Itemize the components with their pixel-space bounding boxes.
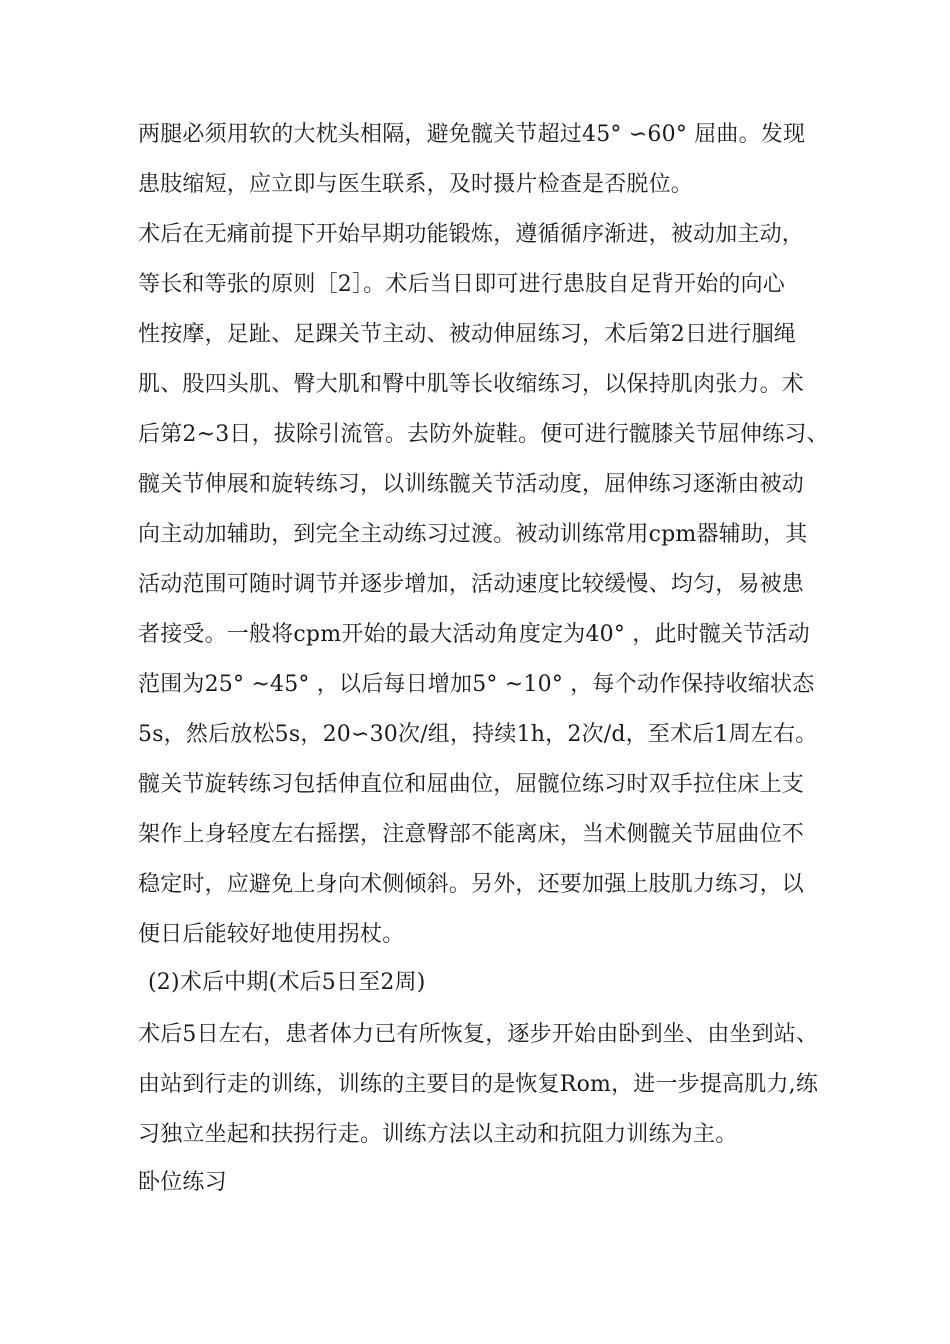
text-line: 便日后能较好地使用拐杖。 [138,922,405,947]
text-line: 由站到行走的训练，训练的主要目的是恢复Rom，进一步提高肌力,练 [138,1072,819,1097]
text-line: 肌、股四头肌、臀大肌和臀中肌等长收缩练习，以保持肌肉张力。术 [138,372,805,397]
text-line: 两腿必须用软的大枕头相隔，避免髋关节超过45° ∽60° 屈曲。发现 [138,122,806,147]
text-line: 5s，然后放松5s，20∽30次/组，持续1h，2次/d，至术后1周左右。 [138,722,818,747]
text-line: 患肢缩短，应立即与医生联系，及时摄片检查是否脱位。 [138,172,694,197]
text-line: 向主动加辅助，到完全主动练习过渡。被动训练常用cpm器辅助，其 [138,522,808,547]
section-heading: (2)术后中期(术后5日至2周) [148,970,426,995]
text-line: 髋关节旋转练习包括伸直位和屈曲位，屈髋位练习时双手拉住床上支 [138,772,805,797]
text-line: 者接受。一般将cpm开始的最大活动角度定为40° ，此时髋关节活动 [138,622,810,647]
text-line: 术后在无痛前提下开始早期功能锻炼，遵循循序渐进，被动加主动， [138,222,805,247]
text-line: 范围为25° ~45° ，以后每日增加5° ~10° ，每个动作保持收缩状态 [138,672,815,697]
text-line: 架作上身轻度左右摇摆，注意臀部不能离床，当术侧髋关节屈曲位不 [138,822,805,847]
text-line: 等长和等张的原则［2］。术后当日即可进行患肢自足背开始的向心 [138,272,785,297]
subsection-heading: 卧位练习 [138,1170,227,1195]
text-line: 术后5日左右，患者体力已有所恢复，逐步开始由卧到坐、由坐到站、 [138,1022,819,1047]
text-line: 活动范围可随时调节并逐步增加，活动速度比较缓慢、均匀，易被患 [138,572,805,597]
text-line: 稳定时，应避免上身向术侧倾斜。另外，还要加强上肢肌力练习，以 [138,872,805,897]
text-line: 性按摩，足趾、足踝关节主动、被动伸屈练习，术后第2日进行腘绳 [138,322,796,347]
text-line: 后第2~3日，拔除引流管。去防外旋鞋。便可进行髋膝关节屈伸练习、 [138,422,829,447]
text-line: 习独立坐起和扶拐行走。训练方法以主动和抗阻力训练为主。 [138,1122,738,1147]
text-line: 髋关节伸展和旋转练习，以训练髋关节活动度，屈伸练习逐渐由被动 [138,472,805,497]
